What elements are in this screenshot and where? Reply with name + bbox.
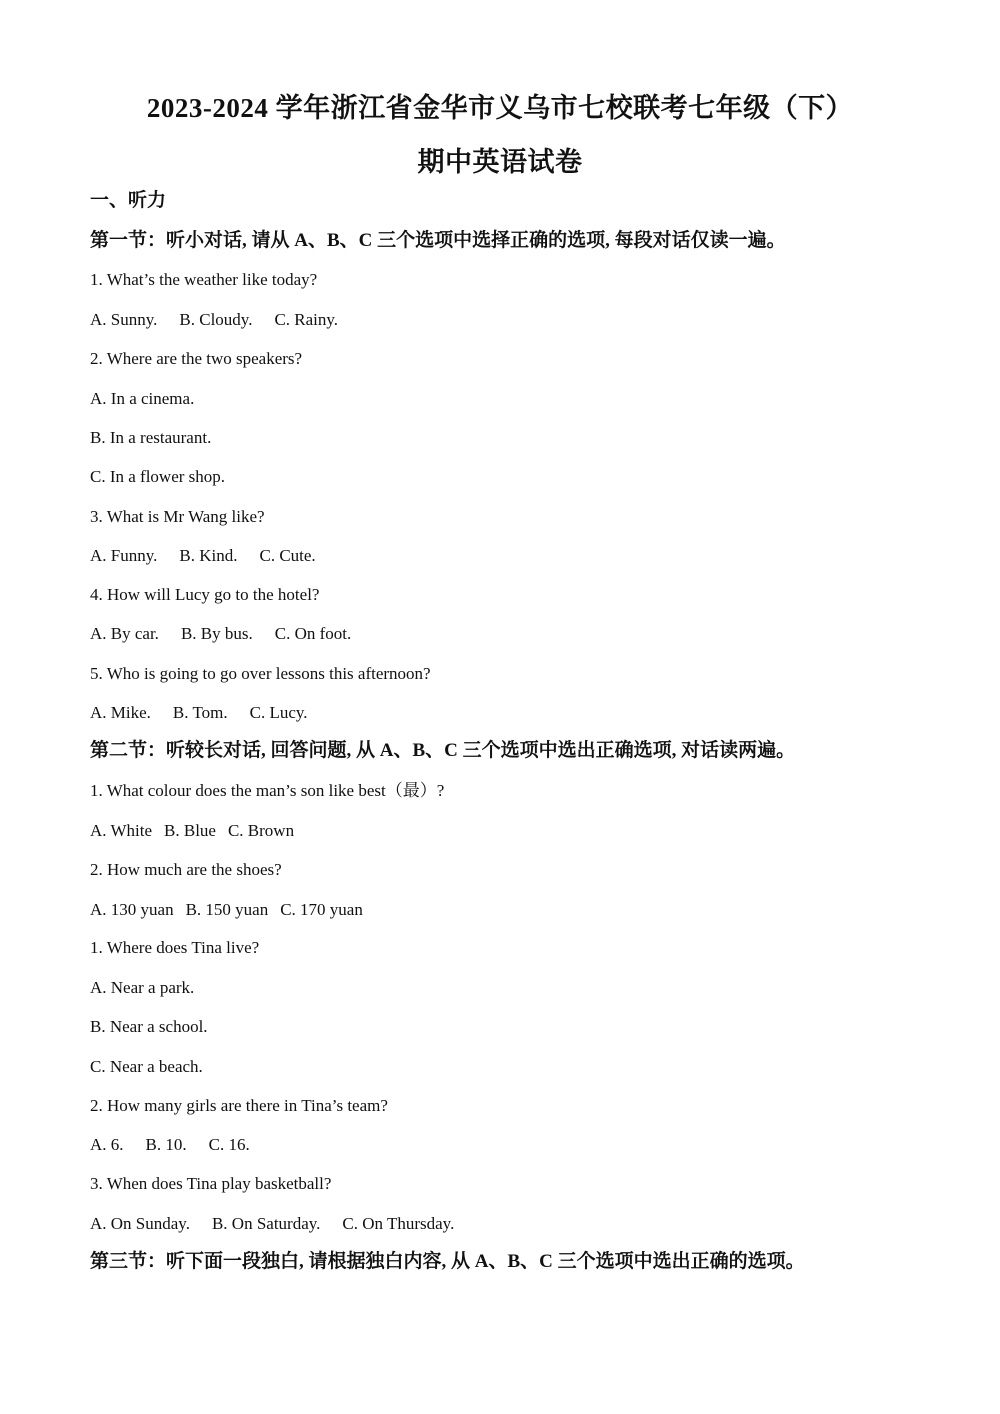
question-stem: 3. When does Tina play basketball? bbox=[90, 1174, 332, 1193]
option: A. In a cinema. bbox=[90, 389, 195, 408]
options-row bbox=[90, 545, 316, 567]
option: C. 16. bbox=[208, 1135, 250, 1154]
option: A. 6. bbox=[90, 1135, 124, 1154]
option: A. By car. bbox=[90, 624, 159, 643]
options-row bbox=[90, 1134, 250, 1156]
option: C. 170 yuan bbox=[280, 900, 363, 919]
option: C. Near a beach. bbox=[90, 1057, 203, 1076]
question-stem: 2. How many girls are there in Tina’s team? bbox=[90, 1096, 388, 1115]
options-row bbox=[90, 820, 294, 842]
question-stem: 1. Where does Tina live? bbox=[90, 938, 260, 957]
question-stem: 5. Who is going to go over lessons this afternoon? bbox=[90, 664, 431, 683]
options-row bbox=[90, 1213, 454, 1235]
option: B. On Saturday. bbox=[211, 1214, 321, 1233]
option: C. On Thursday. bbox=[342, 1214, 455, 1233]
option: B. Blue bbox=[164, 821, 216, 840]
option: C. Cute. bbox=[259, 546, 316, 565]
option: B. In a restaurant. bbox=[90, 428, 212, 447]
question-stem: 2. How much are the shoes? bbox=[90, 860, 282, 879]
option: A. White bbox=[90, 821, 153, 840]
option: C. Rainy. bbox=[274, 310, 339, 329]
option: C. Lucy. bbox=[249, 703, 308, 722]
option: C. On foot. bbox=[274, 624, 352, 643]
option: A. Mike. bbox=[90, 703, 151, 722]
question-stem: 1. What’s the weather like today? bbox=[90, 270, 318, 289]
option: A. 130 yuan bbox=[90, 900, 174, 919]
option: B. Kind. bbox=[179, 546, 238, 565]
option: B. Tom. bbox=[172, 703, 228, 722]
question-stem: 4. How will Lucy go to the hotel? bbox=[90, 585, 320, 604]
options-row bbox=[90, 702, 308, 724]
option: B. 10. bbox=[145, 1135, 187, 1154]
part-heading-listening: 一、听力 bbox=[90, 190, 167, 211]
option: B. By bus. bbox=[180, 624, 253, 643]
option: B. Cloudy. bbox=[179, 310, 253, 329]
section3-heading: 第三节：听下面一段独白, 请根据独白内容, 从 A、B、C 三个选项中选出正确的选项。 bbox=[90, 1251, 805, 1272]
option: B. 150 yuan bbox=[185, 900, 269, 919]
section1-heading: 第一节：听小对话, 请从 A、B、C 三个选项中选择正确的选项, 每段对话仅读一遍。 bbox=[90, 230, 786, 251]
exam-title-line2: 期中英语试卷 bbox=[417, 147, 583, 177]
option: C. Brown bbox=[227, 821, 295, 840]
option: A. Near a park. bbox=[90, 978, 195, 997]
question-stem: 1. What colour does the man’s son like best（最）? bbox=[90, 781, 445, 800]
exam-title-line1: 2023-2024 学年浙江省金华市义乌市七校联考七年级（下） bbox=[146, 93, 854, 123]
option: A. Sunny. bbox=[90, 310, 158, 329]
option: A. On Sunday. bbox=[90, 1214, 190, 1233]
options-row bbox=[90, 623, 351, 645]
options-row bbox=[90, 899, 363, 921]
option: B. Near a school. bbox=[90, 1017, 208, 1036]
question-stem: 2. Where are the two speakers? bbox=[90, 349, 303, 368]
options-row bbox=[90, 309, 338, 331]
option: C. In a flower shop. bbox=[90, 467, 226, 486]
option: A. Funny. bbox=[90, 546, 158, 565]
question-stem: 3. What is Mr Wang like? bbox=[90, 507, 265, 526]
section2-heading: 第二节：听较长对话, 回答问题, 从 A、B、C 三个选项中选出正确选项, 对话读两遍。 bbox=[90, 740, 796, 761]
